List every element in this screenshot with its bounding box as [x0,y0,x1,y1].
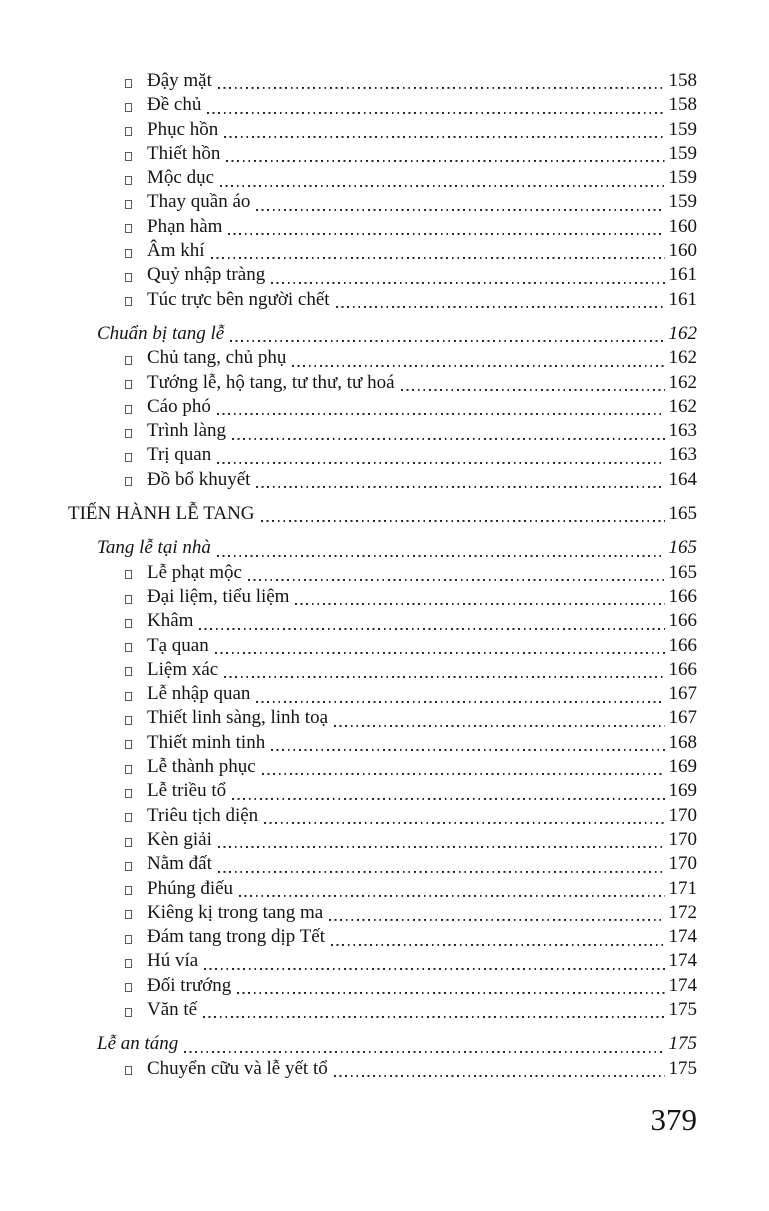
toc-entry-title: Thay quần áo [147,191,251,213]
toc-entry-title: Chủ tang, chủ phụ [147,347,287,369]
toc-entry-page: 159 [668,142,697,164]
bullet-square-icon [125,103,132,112]
bullet-square-icon [125,453,132,462]
page-number-folio: 379 [650,1102,697,1137]
bullet-square-icon [125,249,132,258]
toc-entry [68,586,697,610]
dot-leader [228,216,664,240]
toc-entry [68,926,697,950]
toc-entry-page: 160 [668,215,697,237]
toc-entry [68,805,697,829]
bullet-square-icon [125,667,132,676]
dot-leader [261,503,665,527]
toc-entry-page: 169 [668,780,697,802]
toc-entry [68,829,697,853]
bullet-square-icon [125,595,132,604]
dot-leader [271,264,664,288]
toc-entry [68,878,697,902]
dot-leader [256,191,664,215]
toc-entry-page: 174 [668,974,697,996]
toc-entry-title: Phạn hàm [147,215,223,237]
toc-entry-page: 162 [668,395,697,417]
toc-entry [68,732,697,756]
dot-leader [184,1033,664,1057]
toc-entry-page: 174 [668,926,697,948]
toc-entry-page: 161 [668,288,697,310]
toc-entry [68,999,697,1023]
bullet-square-icon [125,200,132,209]
toc-entry [68,396,697,420]
toc-entry-page: 159 [668,167,697,189]
dot-leader [271,732,664,756]
dot-leader [256,683,664,707]
toc-entry-page: 172 [668,901,697,923]
toc-entry-title: Thiết minh tinh [147,731,266,753]
dot-leader [204,950,664,974]
bullet-square-icon [125,886,132,895]
toc-entry-page: 171 [668,877,697,899]
toc-entry [68,853,697,877]
dot-leader [207,94,664,118]
toc-entry-page: 162 [668,371,697,393]
bullet-square-icon [125,692,132,701]
toc-entry-page: 169 [668,756,697,778]
toc-entry [68,444,697,468]
dot-leader [232,780,664,804]
bullet-square-icon [125,959,132,968]
toc-entry-title: Tang lễ tại nhà [97,537,211,559]
toc-entry-page: 170 [668,853,697,875]
bullet-square-icon [125,983,132,992]
bullet-square-icon [125,127,132,136]
toc-entry-title: Lễ nhập quan [147,683,251,705]
toc-entry-title: Thiết linh sàng, linh toạ [147,707,329,729]
toc-entry-page: 175 [668,1057,697,1079]
toc-entry [68,683,697,707]
toc-entry-title: Lễ an táng [97,1033,179,1055]
toc-entry-page: 167 [668,683,697,705]
dot-leader [215,635,665,659]
toc-entry [68,780,697,804]
bullet-square-icon [125,273,132,282]
bullet-square-icon [125,765,132,774]
toc-entry-page: 162 [668,347,697,369]
toc-entry-page: 158 [668,94,697,116]
dot-leader [224,659,664,683]
toc-entry-page: 168 [668,731,697,753]
toc-entry-title: Thiết hồn [147,142,221,164]
toc-entry-title: Lễ thành phục [147,756,256,778]
toc-entry [68,94,697,118]
dot-leader [211,240,665,264]
toc-entry-title: Kèn giải [147,828,212,850]
toc-entry-title: Đề chủ [147,94,202,116]
toc-entry-title: Đám tang trong dịp Tết [147,926,326,948]
bullet-square-icon [125,1066,132,1075]
bullet-square-icon [125,176,132,185]
toc-entry-title: Khâm [147,610,194,632]
toc-entry [68,167,697,191]
dot-leader [334,707,664,731]
bullet-square-icon [125,405,132,414]
toc-entry [68,323,697,347]
bullet-square-icon [125,297,132,306]
dot-leader [331,926,664,950]
bullet-square-icon [125,740,132,749]
toc-entry-title: Kiêng kị trong tang ma [147,901,324,923]
toc-entry-page: 159 [668,118,697,140]
toc-entry-page: 167 [668,707,697,729]
toc-entry-title: Nằm đất [147,853,212,875]
toc-entry [68,950,697,974]
bullet-square-icon [125,152,132,161]
dot-leader [218,70,665,94]
bullet-square-icon [125,1008,132,1017]
toc-entry-title: Trình làng [147,420,227,442]
toc-entry-page: 161 [668,264,697,286]
bullet-square-icon [125,643,132,652]
toc-entry-title: Văn tế [147,998,198,1020]
toc-entry-title: TIẾN HÀNH LỄ TANG [68,503,255,525]
dot-leader [218,829,665,853]
toc-entry [68,562,697,586]
toc-entry-page: 175 [668,998,697,1020]
toc-entry-page: 164 [668,468,697,490]
toc-entry-title: Lễ phạt mộc [147,561,242,583]
dot-leader [239,878,664,902]
dot-leader [226,143,664,167]
dot-leader [264,805,664,829]
toc-entry [68,975,697,999]
toc-entry [68,1058,697,1082]
dot-leader [203,999,664,1023]
toc-entry [68,264,697,288]
toc-entry-title: Đồ bổ khuyết [147,468,251,490]
dot-leader [401,372,665,396]
toc-entry [68,119,697,143]
bullet-square-icon [125,838,132,847]
toc-entry-page: 166 [668,634,697,656]
toc-entry [68,902,697,926]
table-of-contents [0,70,769,1082]
toc-entry [68,469,697,493]
bullet-square-icon [125,570,132,579]
toc-entry [68,372,697,396]
bullet-square-icon [125,716,132,725]
toc-entry [68,191,697,215]
bullet-square-icon [125,429,132,438]
toc-entry-title: Đậy mặt [147,70,212,91]
toc-entry-page: 170 [668,828,697,850]
toc-entry [68,240,697,264]
bullet-square-icon [125,862,132,871]
toc-entry-page: 166 [668,585,697,607]
toc-entry-title: Phúng điếu [147,877,234,899]
dot-leader [334,1058,665,1082]
dot-leader [218,853,665,877]
toc-entry-page: 158 [668,70,697,91]
toc-entry [68,610,697,634]
toc-entry [68,503,697,527]
bullet-square-icon [125,813,132,822]
dot-leader [262,756,665,780]
toc-entry [68,537,697,561]
toc-entry-page: 174 [668,950,697,972]
toc-entry [68,635,697,659]
toc-entry-title: Tạ quan [147,634,209,656]
toc-entry-page: 163 [668,420,697,442]
dot-leader [292,347,664,371]
toc-entry [68,659,697,683]
toc-entry-page: 163 [668,444,697,466]
bullet-square-icon [125,356,132,365]
dot-leader [217,537,665,561]
toc-entry-page: 175 [668,1033,697,1055]
dot-leader [217,396,665,420]
dot-leader [224,119,664,143]
bullet-square-icon [125,619,132,628]
toc-entry-title: Đại liệm, tiểu liệm [147,585,290,607]
bullet-square-icon [125,224,132,233]
toc-entry-page: 160 [668,240,697,262]
dot-leader [217,444,664,468]
toc-entry-title: Chuyển cữu và lễ yết tổ [147,1057,328,1079]
toc-entry-title: Âm khí [147,240,205,262]
toc-entry-title: Mộc dục [147,167,215,189]
toc-entry [68,756,697,780]
toc-entry [68,70,697,94]
toc-entry-page: 162 [668,322,697,344]
toc-entry-title: Túc trực bên người chết [147,288,330,310]
toc-entry [68,143,697,167]
toc-entry-title: Lễ triều tổ [147,780,227,802]
toc-entry [68,420,697,444]
toc-entry-title: Quỷ nhập tràng [147,264,266,286]
toc-entry-page: 165 [668,561,697,583]
toc-entry-page: 165 [668,503,697,525]
dot-leader [232,420,664,444]
dot-leader [220,167,664,191]
toc-entry-title: Tướng lễ, hộ tang, tư thư, tư hoá [147,371,395,393]
toc-entry-title: Chuẩn bị tang lễ [97,322,225,344]
dot-leader [248,562,665,586]
dot-leader [237,975,664,999]
toc-entry-page: 166 [668,610,697,632]
dot-leader [336,289,665,313]
toc-entry-title: Cáo phó [147,395,211,417]
bullet-square-icon [125,380,132,389]
toc-entry [68,707,697,731]
toc-entry-page: 159 [668,191,697,213]
toc-entry-page: 166 [668,658,697,680]
toc-entry [68,347,697,371]
bullet-square-icon [125,79,132,88]
bullet-square-icon [125,789,132,798]
toc-entry-title: Triêu tịch diện [147,804,259,826]
toc-entry [68,289,697,313]
dot-leader [295,586,664,610]
dot-leader [256,469,664,493]
toc-entry [68,1033,697,1057]
toc-entry-title: Phục hồn [147,118,219,140]
toc-entry-title: Liệm xác [147,658,219,680]
toc-entry-title: Hú vía [147,950,199,972]
bullet-square-icon [125,935,132,944]
toc-entry-page: 170 [668,804,697,826]
toc-entry [68,216,697,240]
dot-leader [329,902,664,926]
toc-entry-title: Đối trướng [147,974,232,996]
toc-entry-page: 165 [668,537,697,559]
bullet-square-icon [125,910,132,919]
dot-leader [230,323,664,347]
dot-leader [199,610,664,634]
bullet-square-icon [125,477,132,486]
toc-entry-title: Trị quan [147,444,212,466]
